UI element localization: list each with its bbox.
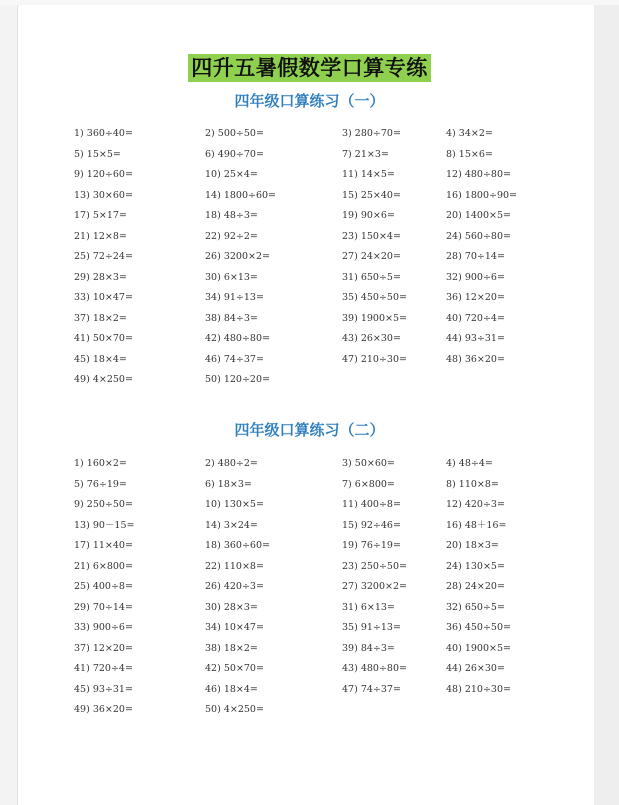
- exercise-item: 14) 3×24=: [205, 519, 258, 531]
- exercise-item: 43) 480÷80=: [342, 663, 407, 674]
- exercise-item: 9) 120÷60=: [74, 169, 133, 180]
- exercise-item: 46) 18×4=: [205, 683, 258, 695]
- exercise-item: 32) 900÷6=: [446, 271, 505, 283]
- exercise-item: 48) 36×20=: [446, 353, 505, 365]
- exercise-grid-2: [74, 454, 554, 721]
- exercise-item: 1) 360÷40=: [74, 128, 133, 139]
- main-title-container: [0, 54, 619, 82]
- exercise-item: 4) 48÷4=: [446, 458, 493, 469]
- exercise-item: 13) 30×60=: [74, 189, 133, 201]
- exercise-item: 8) 15×6=: [446, 148, 493, 160]
- section-title-1: 四年级口算练习（一）: [234, 92, 385, 110]
- exercise-item: 30) 6×13=: [205, 271, 258, 283]
- exercise-item: 8) 110×8=: [446, 478, 499, 490]
- exercise-item: 39) 1900×5=: [342, 312, 407, 324]
- exercise-item: 40) 1900×5=: [446, 642, 511, 654]
- exercise-item: 6) 18×3=: [205, 478, 252, 490]
- exercise-item: 44) 93÷31=: [446, 333, 505, 344]
- exercise-item: 39) 84÷3=: [342, 642, 395, 654]
- exercise-item: 22) 110×8=: [205, 560, 264, 572]
- exercise-item: 26) 3200×2=: [205, 251, 270, 262]
- exercise-item: 3) 280÷70=: [342, 128, 401, 139]
- exercise-item: 50) 120÷20=: [205, 374, 270, 385]
- exercise-item: 6) 490÷70=: [205, 148, 264, 160]
- exercise-item: 28) 24×20=: [446, 581, 505, 592]
- section-title-2: 四年级口算练习（二）: [234, 421, 385, 439]
- exercise-item: 21) 12×8=: [74, 230, 127, 242]
- exercise-item: 38) 84÷3=: [205, 312, 258, 324]
- exercise-item: 5) 76÷19=: [74, 478, 127, 490]
- exercise-item: 26) 420÷3=: [205, 581, 264, 592]
- exercise-item: 37) 18×2=: [74, 312, 127, 324]
- exercise-item: 12) 480÷80=: [446, 169, 511, 180]
- exercise-item: 41) 50×70=: [74, 333, 133, 344]
- exercise-item: 24) 130×5=: [446, 560, 505, 572]
- exercise-item: 38) 18×2=: [205, 642, 258, 654]
- exercise-item: 20) 18×3=: [446, 540, 499, 551]
- exercise-item: 50) 4×250=: [205, 704, 264, 715]
- exercise-item: 16) 1800÷90=: [446, 189, 517, 201]
- exercise-item: 10) 130×5=: [205, 499, 264, 510]
- exercise-item: 1) 160×2=: [74, 458, 127, 469]
- exercise-item: 34) 10×47=: [205, 622, 264, 633]
- exercise-item: 49) 4×250=: [74, 374, 133, 385]
- exercise-item: 3) 50×60=: [342, 458, 395, 469]
- exercise-item: 44) 26×30=: [446, 663, 505, 674]
- exercise-item: 30) 28×3=: [205, 601, 258, 613]
- exercise-item: 17) 11×40=: [74, 540, 133, 551]
- exercise-item: 28) 70÷14=: [446, 251, 505, 262]
- exercise-item: 4) 34×2=: [446, 128, 493, 139]
- exercise-item: 14) 1800÷60=: [205, 189, 276, 201]
- exercise-item: 22) 92÷2=: [205, 230, 258, 242]
- exercise-item: 48) 210÷30=: [446, 683, 511, 695]
- exercise-item: 20) 1400×5=: [446, 210, 511, 221]
- exercise-grid-1: [74, 124, 554, 391]
- exercise-item: 13) 90－15=: [74, 519, 135, 531]
- exercise-item: 47) 74÷37=: [342, 683, 401, 695]
- exercise-item: 29) 70÷14=: [74, 601, 133, 613]
- exercise-item: 16) 48＋16=: [446, 519, 507, 531]
- exercise-item: 11) 14×5=: [342, 169, 395, 180]
- exercise-item: 36) 12×20=: [446, 292, 505, 303]
- main-title: 四升五暑假数学口算专练: [188, 54, 431, 82]
- exercise-item: 5) 15×5=: [74, 148, 121, 160]
- exercise-item: 27) 24×20=: [342, 251, 401, 262]
- exercise-item: 25) 72÷24=: [74, 251, 133, 262]
- exercise-item: 47) 210÷30=: [342, 353, 407, 365]
- exercise-item: 31) 6×13=: [342, 601, 395, 613]
- exercise-item: 9) 250÷50=: [74, 499, 133, 510]
- exercise-item: 45) 93÷31=: [74, 683, 133, 695]
- exercise-item: 33) 900÷6=: [74, 622, 133, 633]
- exercise-item: 18) 48÷3=: [205, 210, 258, 221]
- exercise-item: 42) 480÷80=: [205, 333, 270, 344]
- exercise-item: 7) 6×800=: [342, 478, 395, 490]
- viewer-scroll-gutter[interactable]: [594, 5, 619, 805]
- exercise-item: 15) 25×40=: [342, 189, 401, 201]
- exercise-item: 2) 500÷50=: [205, 128, 264, 139]
- exercise-item: 12) 420÷3=: [446, 499, 505, 510]
- exercise-item: 34) 91÷13=: [205, 292, 264, 303]
- exercise-item: 23) 150×4=: [342, 230, 401, 242]
- exercise-item: 46) 74÷37=: [205, 353, 264, 365]
- exercise-item: 33) 10×47=: [74, 292, 133, 303]
- exercise-item: 21) 6×800=: [74, 560, 133, 572]
- exercise-item: 10) 25×4=: [205, 169, 258, 180]
- exercise-item: 41) 720÷4=: [74, 663, 133, 674]
- exercise-item: 27) 3200×2=: [342, 581, 407, 592]
- exercise-item: 2) 480÷2=: [205, 458, 258, 469]
- exercise-item: 19) 76÷19=: [342, 540, 401, 551]
- exercise-item: 31) 650÷5=: [342, 271, 401, 283]
- exercise-item: 7) 21×3=: [342, 148, 389, 160]
- exercise-item: 24) 560÷80=: [446, 230, 511, 242]
- exercise-item: 17) 5×17=: [74, 210, 127, 221]
- exercise-item: 25) 400÷8=: [74, 581, 133, 592]
- exercise-item: 35) 91÷13=: [342, 622, 401, 633]
- exercise-item: 40) 720÷4=: [446, 312, 505, 324]
- exercise-item: 42) 50×70=: [205, 663, 264, 674]
- exercise-item: 45) 18×4=: [74, 353, 127, 365]
- exercise-item: 11) 400÷8=: [342, 499, 401, 510]
- exercise-item: 43) 26×30=: [342, 333, 401, 344]
- exercise-item: 18) 360÷60=: [205, 540, 270, 551]
- exercise-item: 49) 36×20=: [74, 704, 133, 715]
- exercise-item: 23) 250÷50=: [342, 560, 407, 572]
- exercise-item: 29) 28×3=: [74, 271, 127, 283]
- exercise-item: 15) 92÷46=: [342, 519, 401, 531]
- exercise-item: 32) 650÷5=: [446, 601, 505, 613]
- exercise-item: 36) 450÷50=: [446, 622, 511, 633]
- exercise-item: 19) 90×6=: [342, 210, 395, 221]
- exercise-item: 35) 450÷50=: [342, 292, 407, 303]
- exercise-item: 37) 12×20=: [74, 642, 133, 654]
